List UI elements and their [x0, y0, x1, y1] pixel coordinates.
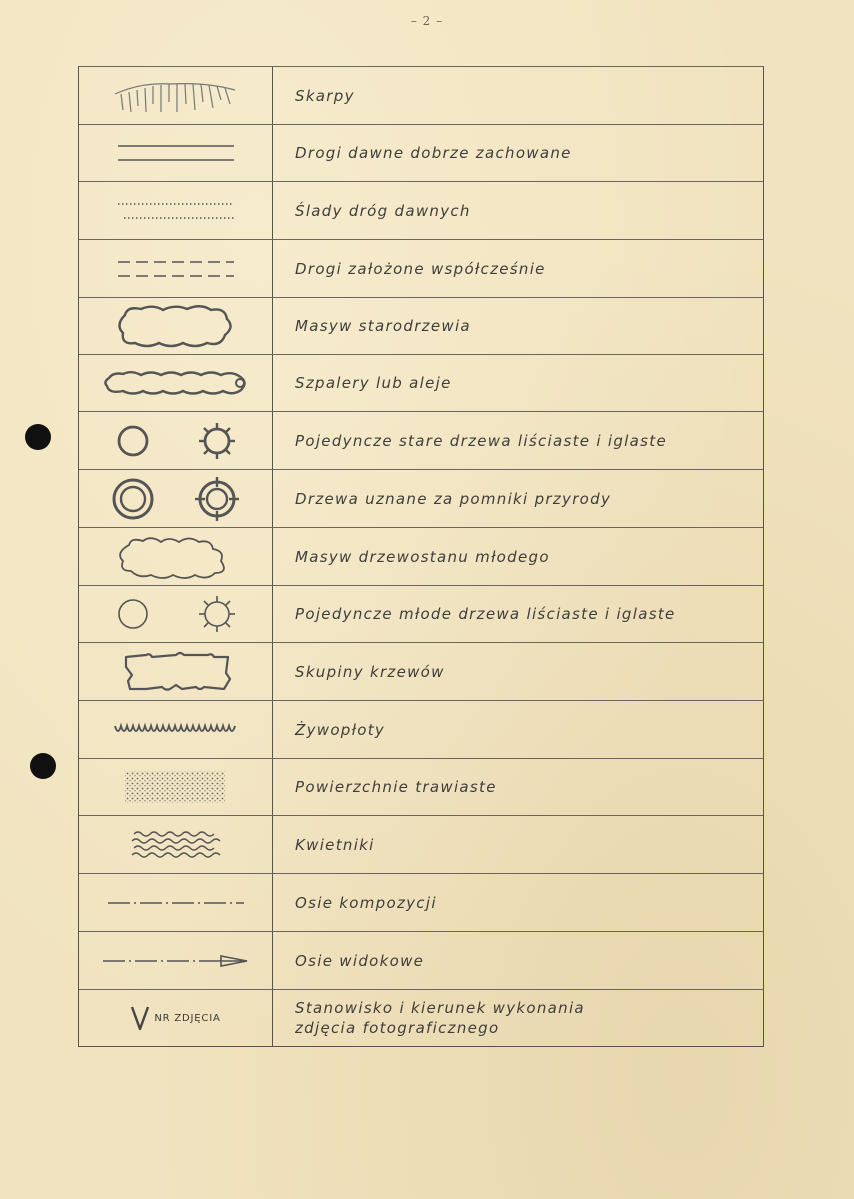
legend-label: Żywopłoty — [295, 720, 386, 739]
legend-row — [79, 815, 763, 873]
legend-row — [79, 411, 763, 469]
legend-label: Drogi założone współcześnie — [295, 259, 546, 278]
double-solid-line-symbol — [79, 125, 273, 181]
legend-row — [79, 700, 763, 758]
legend-label: Drogi dawne dobrze zachowane — [295, 144, 572, 162]
legend-label: Masyw drzewostanu młodego — [295, 547, 550, 566]
legend-label: Szpalery lub aleje — [295, 374, 452, 392]
arrow-axis-symbol — [79, 932, 273, 989]
embankment-symbol — [79, 67, 273, 124]
young-stand-symbol — [79, 528, 273, 585]
legend-label: Kwietniki — [295, 835, 375, 854]
v-mark-icon — [130, 1003, 150, 1033]
legend-row — [79, 66, 763, 124]
legend-row — [79, 585, 763, 642]
old-trees-symbol — [79, 412, 273, 469]
dash-dot-line-symbol — [79, 874, 273, 931]
legend-label: Osie widokowe — [295, 951, 425, 970]
grass-symbol — [79, 759, 273, 815]
legend-row — [79, 297, 763, 354]
legend-row — [79, 239, 763, 297]
legend-row — [79, 124, 763, 181]
legend-label: Pojedyncze stare drzewa liściaste i iglaste — [295, 431, 667, 450]
tree-mass-symbol — [79, 298, 273, 354]
legend-label-line: Stanowisko i kierunek wykonania — [295, 999, 585, 1017]
legend-label-line: zdjęcia fotograficznego — [295, 1019, 500, 1037]
legend-table — [78, 66, 764, 1047]
legend-label: Osie kompozycji — [295, 893, 437, 912]
page-number: – 2 – — [410, 14, 444, 28]
double-dashed-line-symbol — [79, 240, 273, 297]
shrub-group-symbol — [79, 643, 273, 700]
legend-row — [79, 469, 763, 527]
legend-row — [79, 354, 763, 411]
legend-label: Powierzchnie trawiaste — [295, 778, 497, 796]
legend-label: Pojedyncze młode drzewa liściaste i iglaste — [295, 605, 676, 623]
double-dotted-line-symbol — [79, 182, 273, 239]
symbol-caption: NR ZDJĘCIA — [154, 1012, 221, 1024]
monument-trees-symbol — [79, 470, 273, 527]
tree-row-symbol — [79, 355, 273, 411]
legend-label: Masyw starodrzewia — [295, 317, 471, 335]
legend-row — [79, 642, 763, 700]
legend-row — [79, 931, 763, 989]
flowerbed-symbol — [79, 816, 273, 873]
legend-row — [79, 758, 763, 815]
legend-label: Drzewa uznane za pomniki przyrody — [295, 489, 612, 508]
young-trees-symbol — [79, 586, 273, 642]
legend-label: Skupiny krzewów — [295, 662, 445, 681]
punch-hole-top — [25, 424, 51, 450]
hedge-symbol — [79, 701, 273, 758]
legend-label: Ślady dróg dawnych — [295, 201, 471, 220]
legend-row — [79, 989, 763, 1046]
camera-position-symbol — [79, 990, 273, 1046]
legend-label: Skarpy — [295, 86, 355, 105]
punch-hole-bottom — [30, 753, 56, 779]
legend-row — [79, 527, 763, 585]
legend-row — [79, 181, 763, 239]
legend-label-multiline — [273, 990, 763, 1046]
legend-row — [79, 873, 763, 931]
